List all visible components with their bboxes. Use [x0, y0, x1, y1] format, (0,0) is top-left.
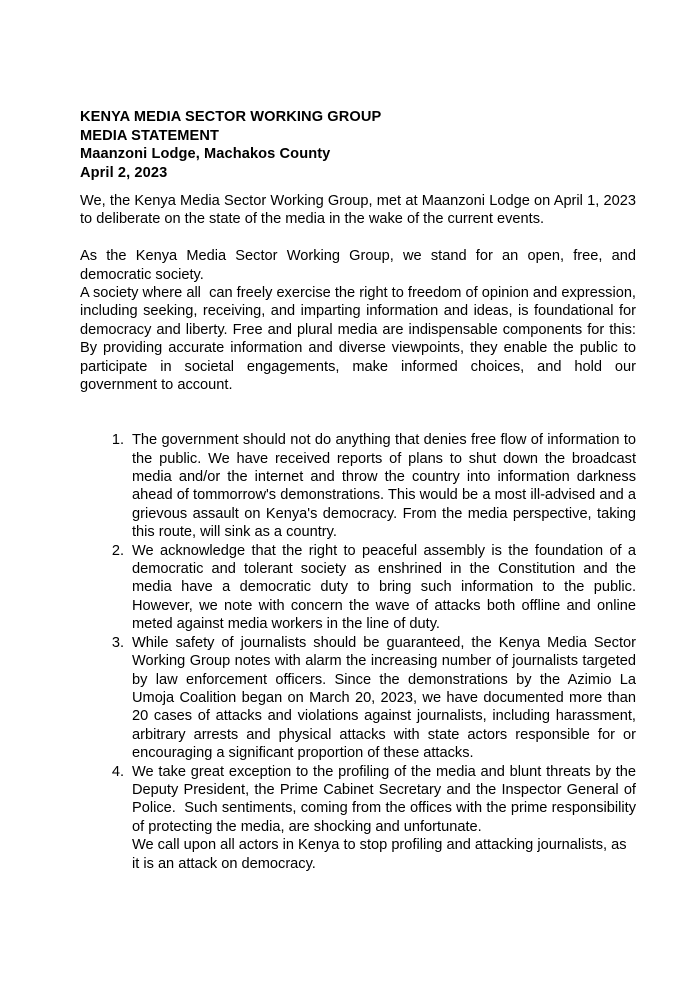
list-item: [100, 763, 641, 837]
list-item: [100, 634, 641, 763]
document-content: [80, 108, 641, 873]
list-item-number: 1.: [111, 432, 124, 449]
list-item-number: 3.: [111, 634, 124, 651]
list-item-text: We acknowledge that the right to peaceful assembly is the foundation of a democratic and tolerant society as enshrined in the Constitution and the media have a democratic duty to bring such information to the public. However, we note with concern the wave of attacks both offline and online meted against media workers in the line of duty.: [132, 542, 641, 633]
list-item-text: The government should not do anything that denies free flow of information to the public. We have received reports of plans to shut down the broadcast media and/or the internet and throw the country into information darkness ahead of tommorrow's demonstrations. This would be a most ill-advised and a grievous assault on Kenya's democracy. From the media perspective, taking this route, will sink as a country.: [132, 432, 641, 541]
list-item-number: 4.: [111, 763, 124, 780]
list-top-spacer: [80, 394, 636, 412]
list-top-spacer-2: [80, 413, 636, 431]
list-item: [100, 542, 641, 634]
list-item-number: 2.: [111, 542, 124, 559]
letterhead-doc-type: MEDIA STATEMENT: [80, 127, 220, 144]
paragraph-spacer: [80, 229, 636, 247]
letterhead: [80, 108, 636, 182]
list-item: [100, 431, 641, 541]
intro-paragraph-3: A society where all can freely exercise the right to freedom of opinion and expression, including seeking, receiving, and imparting information and ideas, is foundational for democracy and liberty. Free and plural media are indispensable components for this: By providing accurate information and diverse viewpoints, they enable the public to participate in societal engagements, make informed choices, and hold our government to account.: [80, 285, 641, 394]
intro-paragraph-2: As the Kenya Media Sector Working Group, we stand for an open, free, and democratic society.: [80, 248, 641, 283]
letterhead-organization: KENYA MEDIA SECTOR WORKING GROUP: [80, 109, 382, 125]
list-item-text: While safety of journalists should be guaranteed, the Kenya Media Sector Working Group notes with alarm the increasing number of journalists targeted by law enforcement officers. Since the demonstrations by the Azimio La Umoja Coalition began on March 20, 2023, we have documented more than 20 cases of attacks and violations against journalists, including harassment, arbitrary arrests and physical attacks with state actors responsible for or encouraging a significant proportion of these attacks.: [132, 634, 641, 762]
intro-paragraph-1: We, the Kenya Media Sector Working Group, met at Maanzoni Lodge on April 1, 2023 to deliberate on the state of the media in the wake of the current events.: [80, 193, 641, 228]
list-item-text: We take great exception to the profiling of the media and blunt threats by the Deputy President, the Prime Cabinet Secretary and the Inspector General of Police. Such sentiments, coming from the offices with the prime responsibility of protecting the media, are shocking and unfortunate.: [132, 763, 641, 835]
closing-paragraph: We call upon all actors in Kenya to stop profiling and attacking journalists, as it is an attack on democracy.: [132, 837, 631, 872]
letterhead-date: April 2, 2023: [80, 164, 168, 181]
letterhead-venue: Maanzoni Lodge, Machakos County: [80, 146, 331, 162]
statement-list: [100, 431, 641, 836]
